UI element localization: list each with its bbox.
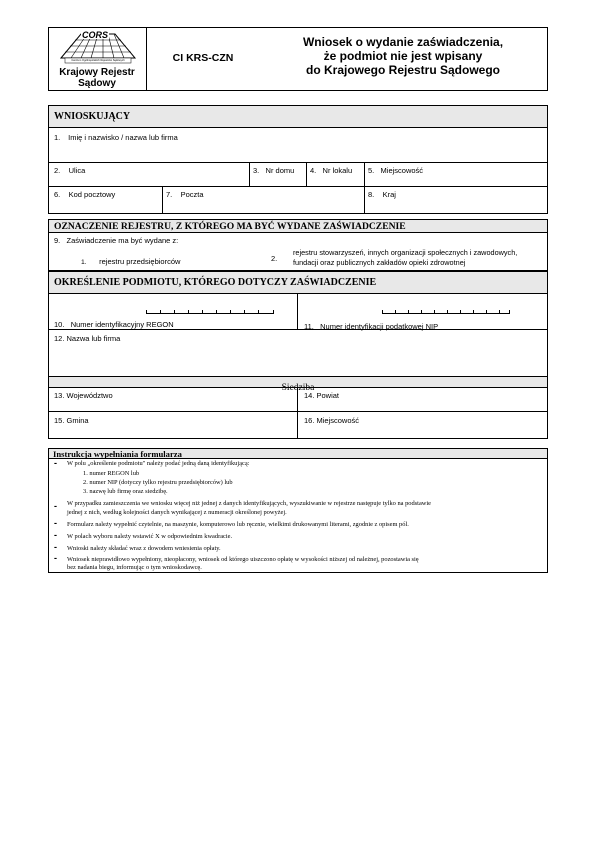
field-number: 9. <box>54 236 61 245</box>
field-number: 7. <box>166 190 173 199</box>
entity-title: OKREŚLENIE PODMIOTU, KTÓREGO DOTYCZY ZAŚWIADCZENIE <box>54 277 377 288</box>
instruction-6-line-2: bez nadania biegu, informując o tym wnioskodawcę. <box>67 564 202 571</box>
postal-row <box>49 187 547 213</box>
entity-name-label: 12. Nazwa lub firma <box>54 334 121 343</box>
registry-name: Krajowy Rejestr Sądowy <box>59 67 135 89</box>
country-label: Kraj <box>382 190 396 199</box>
instructions-section: Instrukcja wypełniania formularza - W polu „określenie podmiotu" należy podać jedną daną identyfikującą: 1. numer REGON lub 2. numer NIP (dotyczy tylko rejestru przedsiębiorców) lub 3. nazwę lub firmę oraz siedzibę. - W przypadku zamieszczenia we wniosku więcej niż jednej z danych identyfikujących, wyszukiwanie w rejestrze następuje tylko na podstawie jednej z nich, według kolejności danych wynikającej z numeracji określonej powyżej. - Formularz należy wypełnić czytelnie, na maszynie, komputerowo lub ręcznie, wielkimi drukowanymi literami, zgodnie z opisem pól. - W polach wyboru należy wstawić X w odpowiednim kwadracie. - Wnioski należy składać wraz z dowodem wniesienia opłaty. - Wniosek nieprawidłowo wypełniony, nieopłacony, wniosek od którego uiszczono opłatę w wysokości niższej od należnej, pozostawia się bez nadania biegu, informując o tym wnioskodawcę. <box>48 448 548 573</box>
entity-header <box>49 272 547 294</box>
county-field[interactable] <box>298 388 547 412</box>
instruction-1-intro: W polu „określenie podmiotu" należy podać jedną daną identyfikującą: <box>67 460 250 467</box>
field-number: 2. <box>54 166 61 175</box>
instruction-2-line-2: jednej z nich, według kolejności danych wynikającej z numeracji określonej powyżej. <box>67 509 287 516</box>
option-number: 2. <box>271 254 278 263</box>
logo-caption: Centrum Ogólnopolskich Rejestrów Sądowych <box>71 59 125 62</box>
seat-title: Siedziba <box>281 383 315 393</box>
register-choice-label: Zaświadczenie ma być wydane z: <box>66 236 179 245</box>
name-field-label: Imię i nazwisko / nazwa lub firma <box>68 133 178 142</box>
option-associations-line-1: rejestru stowarzyszeń, innych organizacji społecznych i zawodowych, <box>293 248 518 257</box>
form-code: CI KRS-CZN <box>172 52 234 64</box>
field-number: 1. <box>54 133 61 142</box>
house-number-label: Nr domu <box>265 166 295 175</box>
field-number: 11. <box>304 322 314 331</box>
form-title <box>259 35 547 77</box>
regon-label: Numer identyfikacyjny REGON <box>70 320 174 329</box>
apartment-number-label: Nr lokalu <box>322 166 353 175</box>
postal-code-field[interactable] <box>49 187 163 213</box>
option-associations-line-2: fundacji oraz publicznych zakładów opieki zdrowotnej <box>293 258 466 267</box>
instruction-1-option-b: 2. numer NIP (dotyczy tylko rejestru przedsiębiorców) lub <box>83 479 233 486</box>
instruction-6-line-1: Wniosek nieprawidłowo wypełniony, nieopłacony, wniosek od którego uiszczono opłatę w wysokości niższej od należnej, pozostawia się <box>67 556 419 563</box>
field-number: 8. <box>368 190 375 199</box>
option-business-register[interactable] <box>81 251 180 269</box>
locality-field[interactable] <box>298 412 547 438</box>
field-number: 4. <box>310 166 317 175</box>
voivodeship-label: 13. Województwo <box>54 391 113 400</box>
applicant-section <box>48 105 548 214</box>
instruction-1-option-c: 3. nazwę lub firmę oraz siedzibę. <box>83 488 168 495</box>
post-office-field[interactable] <box>163 187 365 213</box>
nip-label: Numer identyfikacji podatkowej NIP <box>320 322 439 331</box>
apartment-number-field[interactable] <box>307 163 365 186</box>
instruction-2-line-1: W przypadku zamieszczenia we wniosku więcej niż jednej z danych identyfikujących, wyszukiwanie w rejestrze następuje tylko na podstawie <box>67 500 432 507</box>
country-field[interactable] <box>365 187 547 213</box>
seat-header <box>49 377 547 393</box>
instruction-5: Wnioski należy składać wraz z dowodem wniesienia opłaty. <box>67 545 221 552</box>
applicant-header <box>49 106 547 128</box>
instruction-4: W polach wyboru należy wstawić X w odpowiednim kwadracie. <box>67 533 233 540</box>
municipality-field[interactable] <box>49 412 298 438</box>
nip-field[interactable] <box>298 294 547 330</box>
nip-digit-boxes[interactable] <box>382 310 510 314</box>
locality-label: 16. Miejscowość <box>304 416 360 425</box>
option-business-label: rejestru przedsiębiorców <box>99 257 181 266</box>
svg-text:CORS: CORS <box>81 30 109 40</box>
applicant-title: WNIOSKUJĄCY <box>54 111 131 122</box>
instruction-1-option-a: 1. numer REGON lub <box>83 470 140 477</box>
logo-cell <box>49 28 147 90</box>
register-title: OZNACZENIE REJESTRU, Z KTÓREGO MA BYĆ WYDANE ZAŚWIADCZENIE <box>54 221 406 232</box>
voivodeship-field[interactable] <box>49 388 298 412</box>
municipality-label: 15. Gmina <box>54 416 89 425</box>
city-label: Miejscowość <box>380 166 424 175</box>
regon-digit-boxes[interactable] <box>146 310 274 314</box>
county-label: 14. Powiat <box>304 391 340 400</box>
city-field[interactable] <box>365 163 547 186</box>
postal-code-label: Kod pocztowy <box>68 190 116 199</box>
field-number: 5. <box>368 166 375 175</box>
name-field[interactable] <box>49 128 547 163</box>
title-line-3: do Krajowego Rejestru Sądowego <box>305 63 501 77</box>
field-number: 6. <box>54 190 61 199</box>
instruction-3: Formularz należy wypełnić czytelnie, na maszynie, komputerowo lub ręcznie, wielkimi drukowanymi literami, zgodnie z opisem pól. <box>67 521 409 528</box>
house-number-field[interactable] <box>250 163 307 186</box>
post-office-label: Poczta <box>180 190 204 199</box>
entity-name-field[interactable] <box>49 330 547 377</box>
field-number: 10. <box>54 320 65 329</box>
title-line-1: Wniosek o wydanie zaświadczenia, <box>302 35 504 49</box>
register-section <box>48 219 548 271</box>
title-line-2: że podmiot nie jest wpisany <box>323 49 483 63</box>
register-header <box>49 220 547 233</box>
street-field[interactable] <box>49 163 250 186</box>
option-number: 1. <box>81 259 87 266</box>
regon-field[interactable] <box>49 294 298 330</box>
entity-section <box>48 271 548 439</box>
street-label: Ulica <box>68 166 86 175</box>
address-row <box>49 163 547 187</box>
header-block <box>48 27 548 91</box>
field-number: 3. <box>253 166 260 175</box>
instructions-header <box>49 449 547 459</box>
instructions-title: Instrukcja wypełniania formularza <box>53 449 182 459</box>
